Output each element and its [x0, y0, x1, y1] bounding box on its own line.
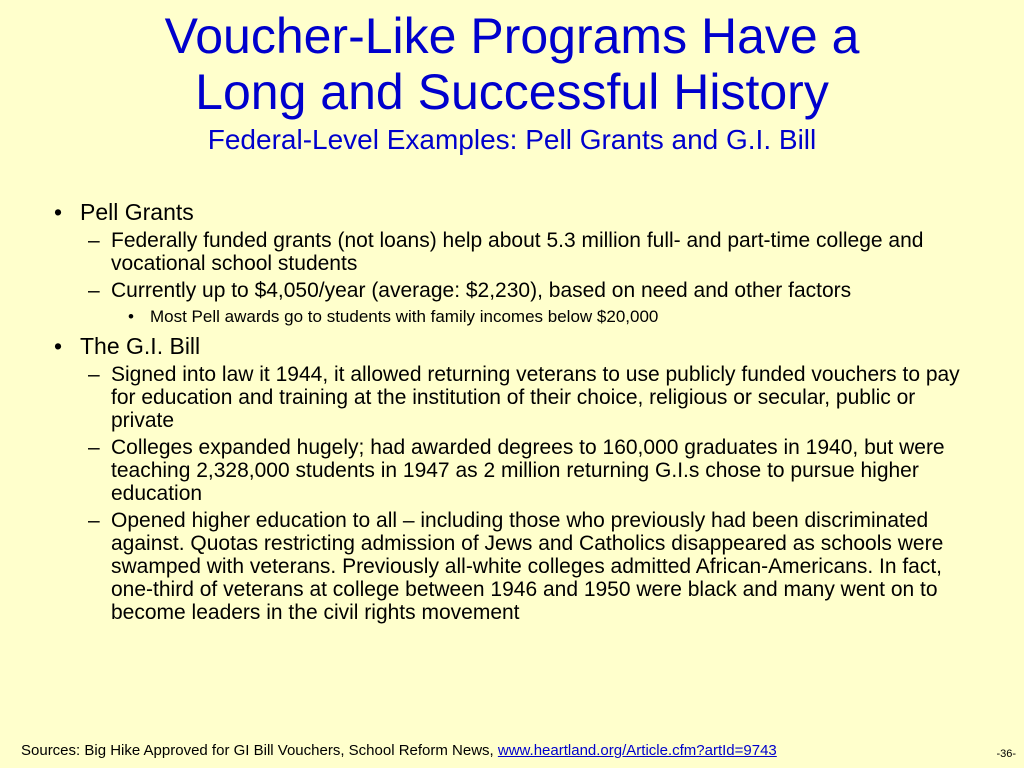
- bullet-icon: •: [54, 333, 63, 359]
- pell-subpoint-2: [88, 279, 961, 302]
- slide-subtitle: Federal-Level Examples: Pell Grants and G.I. Bill: [207, 124, 817, 155]
- sources-text: Sources: Big Hike Approved for GI Bill Vouchers, School Reform News,: [21, 742, 498, 759]
- dash-icon: –: [88, 279, 100, 302]
- gibill-subpoint-2: [88, 436, 961, 505]
- title-line-2: Long and Successful History: [195, 64, 829, 120]
- source-link[interactable]: www.heartland.org/Article.cfm?artId=9743: [497, 742, 777, 759]
- pell-detail: [128, 306, 974, 328]
- dash-icon: –: [88, 436, 100, 459]
- subpoint-text: Signed into law it 1944, it allowed returning veterans to use publicly funded vouchers to pay for education and training at the institution of their choice, religious or secular, public or private: [111, 363, 960, 432]
- subpoint-text: Federally funded grants (not loans) help about 5.3 million full- and part-time college and vocational school students: [111, 229, 924, 275]
- detail-text: Most Pell awards go to students with family incomes below $20,000: [150, 307, 659, 326]
- gibill-subpoint-3: [88, 509, 961, 624]
- page-number: -36-: [996, 748, 1016, 760]
- pell-subpoint-1: [88, 229, 961, 275]
- dash-icon: –: [88, 509, 100, 532]
- bullet-icon: •: [128, 307, 134, 326]
- bullet-pell-grants: [54, 199, 974, 225]
- bullet-icon: •: [54, 199, 63, 225]
- subpoint-text: Opened higher education to all – including those who previously had been discriminated against. Quotas restricting admission of Jews and Catholics disappeared as schools were swamped with veterans. Previously all-white colleges admitted African-Americans. In fact, one-third of veterans at college between 1946 and 1950 were black and many went on to become leaders in the civil rights movement: [111, 509, 944, 624]
- subpoint-text: Currently up to $4,050/year (average: $2,230), based on need and other factors: [111, 279, 852, 302]
- subpoint-text: Colleges expanded hugely; had awarded degrees to 160,000 graduates in 1940, but were teaching 2,328,000 students in 1947 as 2 million returning G.I.s chose to pursue higher education: [111, 436, 945, 505]
- title-line-1: Voucher-Like Programs Have a: [164, 8, 860, 64]
- gibill-subpoint-1: [88, 363, 961, 432]
- bullet-gi-bill: [54, 333, 974, 359]
- sources-footer: [21, 742, 777, 760]
- dash-icon: –: [88, 229, 100, 252]
- slide-title-block: [0, 8, 1024, 157]
- bullet-label: The G.I. Bill: [80, 333, 201, 359]
- bullet-label: Pell Grants: [80, 199, 194, 225]
- dash-icon: –: [88, 363, 100, 386]
- slide-content: [54, 199, 974, 628]
